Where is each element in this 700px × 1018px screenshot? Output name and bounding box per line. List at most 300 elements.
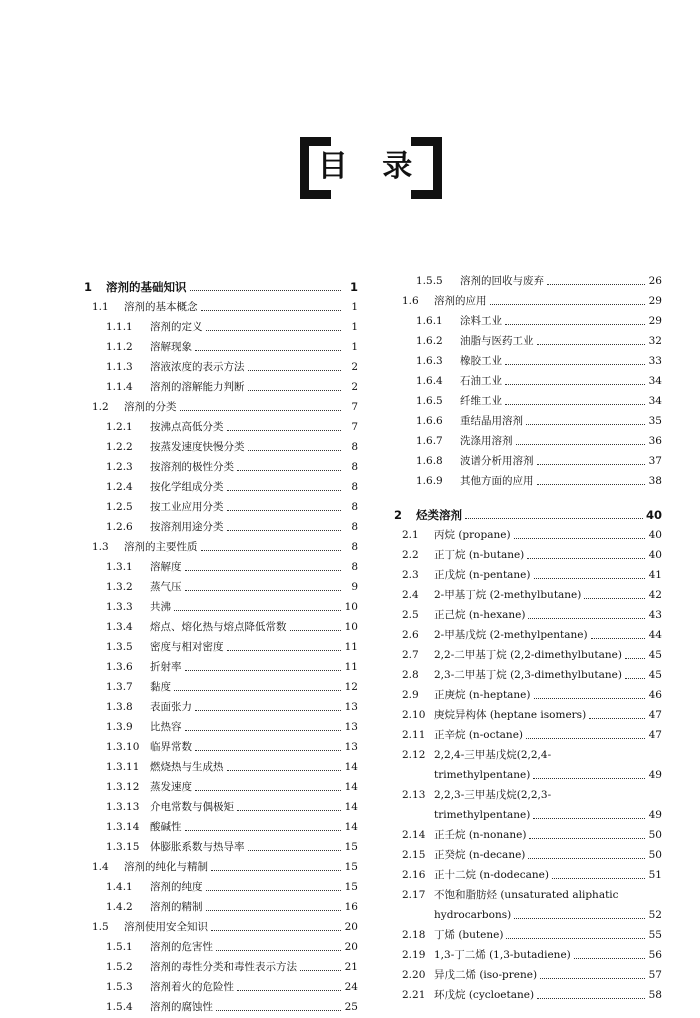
toc-entry-number: 2.8 [402, 669, 419, 681]
dot-leader [537, 344, 646, 345]
dot-leader [185, 590, 342, 591]
toc-entry-title: 2,3-二甲基丁烷 (2,3-dimethylbutane) [434, 669, 622, 681]
toc-entry-number: 2.6 [402, 629, 419, 641]
toc-entry-page: 11 [344, 661, 358, 673]
toc-entry[interactable] [394, 882, 662, 902]
toc-entry-page: 43 [648, 609, 662, 621]
dot-leader [514, 538, 645, 539]
toc-entry-page: 34 [648, 395, 662, 407]
dot-leader [625, 678, 645, 679]
toc-entry-title: 折射率 [150, 661, 182, 673]
toc-entry[interactable] [394, 722, 662, 742]
toc-entry-page: 55 [648, 929, 662, 941]
toc-entry[interactable] [84, 434, 358, 454]
toc-entry-title: 溶剂的纯化与精制 [124, 861, 208, 873]
toc-entry-page: 51 [648, 869, 662, 881]
toc-entry-page: 8 [351, 441, 358, 453]
toc-entry[interactable] [394, 642, 662, 662]
toc-entry-number: 1.1.4 [106, 381, 133, 393]
dot-leader [589, 718, 645, 719]
dot-leader [227, 490, 342, 491]
toc-entry-title: 溶剂的应用 [434, 295, 487, 307]
toc-entry[interactable] [84, 774, 358, 794]
toc-entry-title: 2-甲基丁烷 (2-methylbutane) [434, 589, 582, 601]
toc-entry-number: 1.6.2 [416, 335, 443, 347]
toc-entry[interactable] [84, 894, 358, 914]
toc-entry-title: 体膨胀系数与热导率 [150, 841, 245, 853]
toc-entry[interactable] [84, 934, 358, 954]
toc-entry[interactable] [84, 534, 358, 554]
toc-entry[interactable] [394, 922, 662, 942]
toc-entry[interactable] [84, 514, 358, 534]
toc-entry-title: 熔点、熔化热与熔点降低常数 [150, 621, 287, 633]
toc-entry-page: 14 [344, 801, 358, 813]
toc-entry[interactable] [84, 494, 358, 514]
toc-entry-number: 2.11 [402, 729, 426, 741]
toc-entry-page: 24 [344, 981, 358, 993]
toc-entry-title: 溶剂的危害性 [150, 941, 213, 953]
toc-entry-title: 按化学组成分类 [150, 481, 224, 493]
toc-entry-page: 35 [648, 415, 662, 427]
toc-entry-title: 临界常数 [150, 741, 192, 753]
dot-leader [227, 770, 342, 771]
toc-entry-title: 重结晶用溶剂 [460, 415, 523, 427]
toc-entry-number: 1.5.4 [106, 1001, 133, 1013]
toc-entry[interactable] [394, 268, 662, 288]
dot-leader [505, 364, 645, 365]
toc-entry[interactable] [394, 682, 662, 702]
toc-entry[interactable] [84, 454, 358, 474]
toc-entry[interactable] [84, 294, 358, 314]
dot-leader [248, 450, 342, 451]
toc-entry-number: 1.6.9 [416, 475, 443, 487]
toc-entry-page: 50 [648, 849, 662, 861]
toc-entry-title: 溶剂的定义 [150, 321, 203, 333]
toc-entry[interactable] [84, 674, 358, 694]
toc-entry-number: 1.3.12 [106, 781, 140, 793]
toc-entry[interactable] [84, 854, 358, 874]
toc-entry-title: 2,2-二甲基丁烷 (2,2-dimethylbutane) [434, 649, 622, 661]
toc-entry-page: 8 [351, 521, 358, 533]
toc-entry-page: 36 [648, 435, 662, 447]
toc-entry-continuation [394, 762, 662, 782]
toc-entry[interactable] [84, 794, 358, 814]
toc-entry[interactable] [394, 822, 662, 842]
toc-entry[interactable] [394, 782, 662, 802]
toc-entry-number: 1.3.10 [106, 741, 140, 753]
toc-entry[interactable] [84, 694, 358, 714]
toc-entry-page: 40 [648, 549, 662, 561]
toc-entry-page: 50 [648, 829, 662, 841]
toc-entry-page: 8 [351, 561, 358, 573]
toc-entry[interactable] [84, 874, 358, 894]
toc-entry[interactable] [394, 428, 662, 448]
dot-leader [574, 958, 645, 959]
dot-leader [201, 550, 342, 551]
dot-leader [227, 430, 342, 431]
dot-leader [185, 570, 342, 571]
toc-entry[interactable] [84, 614, 358, 634]
toc-entry-page: 1 [351, 301, 358, 313]
toc-entry-number: 1.3.5 [106, 641, 133, 653]
toc-entry[interactable] [394, 622, 662, 642]
toc-entry-page: 8 [351, 501, 358, 513]
toc-entry-page: 32 [648, 335, 662, 347]
toc-entry-page: 20 [344, 941, 358, 953]
toc-entry[interactable] [84, 734, 358, 754]
toc-entry-page: 20 [344, 921, 358, 933]
dot-leader [227, 530, 342, 531]
toc-entry-continuation [394, 902, 662, 922]
toc-entry[interactable] [84, 834, 358, 854]
toc-entry-number: 1.6.4 [416, 375, 443, 387]
toc-entry-number: 1.1.3 [106, 361, 133, 373]
toc-entry[interactable] [84, 594, 358, 614]
toc-entry-number: 2.15 [402, 849, 426, 861]
toc-entry-title: 正辛烷 (n-octane) [434, 729, 523, 741]
dot-leader [290, 630, 342, 631]
toc-entry-number: 2.9 [402, 689, 419, 701]
toc-entry[interactable] [394, 448, 662, 468]
toc-entry-title: 溶剂的纯度 [150, 881, 203, 893]
toc-entry[interactable] [84, 714, 358, 734]
toc-entry-number: 1.3.2 [106, 581, 133, 593]
toc-entry-title: 按溶剂的极性分类 [150, 461, 234, 473]
toc-entry-number: 1.2.5 [106, 501, 133, 513]
dot-leader [533, 778, 645, 779]
toc-entry-page: 16 [344, 901, 358, 913]
dot-leader [505, 324, 645, 325]
toc-entry[interactable] [394, 468, 662, 488]
dot-leader [190, 290, 342, 291]
toc-entry-title: 比热容 [150, 721, 182, 733]
toc-entry-page: 29 [648, 295, 662, 307]
toc-entry-page: 41 [648, 569, 662, 581]
toc-entry[interactable] [394, 582, 662, 602]
dot-leader [534, 698, 646, 699]
toc-entry[interactable] [394, 522, 662, 542]
dot-leader [490, 304, 646, 305]
toc-entry[interactable] [394, 308, 662, 328]
toc-entry-page: 8 [351, 461, 358, 473]
toc-entry-title: 溶剂的回收与废弃 [460, 275, 544, 287]
toc-entry-title: 2,2,3-三甲基戊烷(2,2,3- [434, 789, 552, 801]
toc-entry-number: 1.6.6 [416, 415, 443, 427]
toc-entry-title: 1,3-丁二烯 (1,3-butadiene) [434, 949, 571, 961]
toc-entry-page: 44 [648, 629, 662, 641]
toc-entry-number: 1.3.15 [106, 841, 140, 853]
toc-entry[interactable] [84, 654, 358, 674]
toc-right-column [394, 268, 662, 1002]
toc-entry-number: 2.2 [402, 549, 419, 561]
toc-entry-number: 2.18 [402, 929, 426, 941]
toc-entry-page: 11 [344, 641, 358, 653]
toc-entry-page: 47 [648, 729, 662, 741]
toc-entry-page: 13 [344, 721, 358, 733]
toc-entry-title: 纤维工业 [460, 395, 502, 407]
toc-entry-page: 42 [648, 589, 662, 601]
toc-entry[interactable] [84, 334, 358, 354]
toc-entry[interactable] [394, 942, 662, 962]
dot-leader [540, 978, 645, 979]
toc-entry-title: 溶剂的精制 [150, 901, 203, 913]
toc-entry[interactable] [84, 954, 358, 974]
toc-entry-page: 2 [351, 361, 358, 373]
dot-leader [195, 710, 341, 711]
toc-entry-title: 按溶剂用途分类 [150, 521, 224, 533]
toc-entry[interactable] [84, 374, 358, 394]
toc-entry-page: 49 [648, 769, 662, 781]
toc-entry-number: 1.2.1 [106, 421, 133, 433]
toc-entry-page: 52 [648, 909, 662, 921]
dot-leader [195, 750, 341, 751]
toc-entry[interactable] [84, 474, 358, 494]
dot-leader [248, 390, 342, 391]
toc-entry-number: 1.6 [402, 295, 419, 307]
toc-entry-number: 1.3 [92, 541, 109, 553]
toc-entry-number: 1.3.3 [106, 601, 133, 613]
toc-entry-continuation [394, 802, 662, 822]
toc-entry-title: 异戊二烯 (iso-prene) [434, 969, 538, 981]
toc-entry-page: 7 [351, 401, 358, 413]
dot-leader [201, 310, 342, 311]
toc-entry-title: 波谱分析用溶剂 [460, 455, 534, 467]
toc-entry[interactable] [394, 842, 662, 862]
toc-entry-number: 1.5.1 [106, 941, 133, 953]
toc-entry[interactable] [394, 562, 662, 582]
toc-entry-title: 丙烷 (propane) [434, 529, 511, 541]
dot-leader [206, 890, 342, 891]
toc-entry-page: 47 [648, 709, 662, 721]
toc-entry-number: 1.3.1 [106, 561, 133, 573]
toc-entry-page: 29 [648, 315, 662, 327]
toc-entry-number: 1.2.3 [106, 461, 133, 473]
toc-entry-page: 56 [648, 949, 662, 961]
toc-entry-number: 1.3.7 [106, 681, 133, 693]
dot-leader [505, 384, 645, 385]
toc-entry-title-continued: trimethylpentane) [434, 769, 531, 781]
toc-left-column [84, 268, 358, 1014]
toc-entry-page: 9 [351, 581, 358, 593]
toc-entry-number: 1.6.8 [416, 455, 443, 467]
toc-entry-page: 37 [648, 455, 662, 467]
toc-entry-title: 正壬烷 (n-nonane) [434, 829, 527, 841]
dot-leader [625, 658, 645, 659]
toc-entry-title: 黏度 [150, 681, 171, 693]
toc-entry-title: 蒸气压 [150, 581, 182, 593]
toc-entry-number: 2.13 [402, 789, 426, 801]
toc-entry[interactable] [84, 634, 358, 654]
toc-entry-title: 油脂与医药工业 [460, 335, 534, 347]
dot-leader [174, 610, 341, 611]
toc-entry-page: 12 [344, 681, 358, 693]
toc-entry-page: 21 [344, 961, 358, 973]
toc-entry-number: 2.10 [402, 709, 426, 721]
toc-chapter[interactable] [394, 496, 662, 522]
toc-entry-number: 1.5.5 [416, 275, 443, 287]
toc-entry-title: 洗涤用溶剂 [460, 435, 513, 447]
toc-entry-page: 25 [344, 1001, 358, 1013]
toc-chapter[interactable] [84, 268, 358, 294]
toc-entry[interactable] [394, 742, 662, 762]
toc-entry[interactable] [394, 368, 662, 388]
toc-entry-number: 2 [394, 508, 403, 522]
dot-leader [537, 464, 646, 465]
toc-entry-page: 14 [344, 761, 358, 773]
toc-entry[interactable] [394, 542, 662, 562]
dot-leader [465, 518, 643, 519]
toc-entry-title: 按沸点高低分类 [150, 421, 224, 433]
toc-entry-page: 49 [648, 809, 662, 821]
toc-entry-page: 7 [351, 421, 358, 433]
toc-entry-title: 其他方面的应用 [460, 475, 534, 487]
toc-entry[interactable] [84, 994, 358, 1014]
toc-entry[interactable] [84, 554, 358, 574]
dot-leader [216, 1010, 341, 1011]
toc-entry-page: 58 [648, 989, 662, 1001]
toc-entry[interactable] [84, 914, 358, 934]
dot-leader [237, 470, 341, 471]
toc-entry-title: 涂料工业 [460, 315, 502, 327]
toc-entry-number: 1.2.4 [106, 481, 133, 493]
toc-entry[interactable] [394, 982, 662, 1002]
toc-entry[interactable] [84, 414, 358, 434]
toc-entry-number: 2.3 [402, 569, 419, 581]
toc-entry-page: 14 [344, 821, 358, 833]
toc-entry-title: 溶剂的主要性质 [124, 541, 198, 553]
toc-entry-number: 1.5.3 [106, 981, 133, 993]
toc-entry-title: 溶剂使用安全知识 [124, 921, 208, 933]
toc-entry[interactable] [84, 974, 358, 994]
dot-leader [528, 618, 645, 619]
toc-entry-page: 38 [648, 475, 662, 487]
toc-entry-number: 1.3.11 [106, 761, 140, 773]
toc-entry-title: 酸碱性 [150, 821, 182, 833]
dot-leader [506, 938, 645, 939]
toc-entry[interactable] [394, 602, 662, 622]
toc-entry-page: 15 [344, 881, 358, 893]
dot-leader [206, 910, 342, 911]
toc-entry-page: 10 [344, 621, 358, 633]
toc-entry-number: 1.2.6 [106, 521, 133, 533]
toc-entry-title: 正戊烷 (n-pentane) [434, 569, 531, 581]
toc-entry[interactable] [84, 394, 358, 414]
dot-leader [227, 510, 342, 511]
dot-leader [185, 670, 342, 671]
toc-entry-title: 环戊烷 (cycloetane) [434, 989, 535, 1001]
toc-entry-title: 溶剂的分类 [124, 401, 177, 413]
page-title: 目 录 [317, 149, 425, 184]
toc-entry-title: 2,2,4-三甲基戊烷(2,2,4- [434, 749, 552, 761]
toc-entry-page: 8 [351, 481, 358, 493]
toc-entry-title: 正己烷 (n-hexane) [434, 609, 526, 621]
dot-leader [529, 838, 645, 839]
toc-entry-page: 40 [648, 529, 662, 541]
toc-entry-number: 1.2 [92, 401, 109, 413]
toc-entry-title-continued: trimethylpentane) [434, 809, 531, 821]
dot-leader [211, 930, 341, 931]
dot-leader [300, 970, 341, 971]
toc-entry-page: 46 [648, 689, 662, 701]
toc-entry[interactable] [84, 354, 358, 374]
toc-entry-page: 14 [344, 781, 358, 793]
toc-entry-number: 2.19 [402, 949, 426, 961]
toc-entry-number: 2.20 [402, 969, 426, 981]
toc-entry[interactable] [84, 754, 358, 774]
toc-entry-title: 共沸 [150, 601, 171, 613]
toc-entry-number: 1.1.2 [106, 341, 133, 353]
dot-leader [547, 284, 645, 285]
dot-leader [527, 558, 645, 559]
toc-entry[interactable] [394, 962, 662, 982]
toc-entry-number: 1.3.14 [106, 821, 140, 833]
toc-title [300, 137, 442, 199]
toc-entry-number: 1.4.2 [106, 901, 133, 913]
dot-leader [185, 730, 342, 731]
toc-entry-title: 烃类溶剂 [416, 508, 462, 522]
toc-entry-title: 燃烧热与生成热 [150, 761, 224, 773]
dot-leader [528, 858, 645, 859]
toc-entry-number: 1.6.7 [416, 435, 443, 447]
toc-entry[interactable] [394, 348, 662, 368]
toc-entry-number: 2.4 [402, 589, 419, 601]
toc-entry[interactable] [394, 662, 662, 682]
dot-leader [216, 950, 341, 951]
toc-entry-number: 1.6.3 [416, 355, 443, 367]
toc-entry-number: 1.3.6 [106, 661, 133, 673]
toc-entry-number: 1.5.2 [106, 961, 133, 973]
dot-leader [227, 650, 342, 651]
section-gap [394, 488, 662, 496]
toc-entry[interactable] [84, 574, 358, 594]
toc-entry-page: 40 [645, 508, 662, 522]
toc-entry-title: 溶液浓度的表示方法 [150, 361, 245, 373]
dot-leader [185, 830, 342, 831]
dot-leader [237, 990, 341, 991]
toc-entry[interactable] [84, 814, 358, 834]
toc-entry-title: 溶剂的基础知识 [106, 280, 187, 294]
dot-leader [248, 850, 342, 851]
dot-leader [505, 404, 645, 405]
toc-entry[interactable] [84, 314, 358, 334]
toc-entry-page: 26 [648, 275, 662, 287]
toc-entry-page: 13 [344, 741, 358, 753]
toc-entry-number: 1.3.4 [106, 621, 133, 633]
dot-leader [534, 578, 646, 579]
toc-entry[interactable] [394, 862, 662, 882]
toc-entry-page: 15 [344, 861, 358, 873]
toc-entry-page: 57 [648, 969, 662, 981]
toc-entry-number: 1.6.5 [416, 395, 443, 407]
dot-leader [526, 424, 645, 425]
toc-entry[interactable] [394, 702, 662, 722]
dot-leader [248, 370, 342, 371]
toc-entry[interactable] [394, 328, 662, 348]
toc-entry[interactable] [394, 288, 662, 308]
toc-entry[interactable] [394, 388, 662, 408]
toc-entry-title: 溶解度 [150, 561, 182, 573]
toc-entry-number: 2.5 [402, 609, 419, 621]
dot-leader [537, 484, 646, 485]
toc-entry-page: 1 [351, 321, 358, 333]
toc-entry-number: 1.3.8 [106, 701, 133, 713]
toc-entry[interactable] [394, 408, 662, 428]
dot-leader [174, 690, 341, 691]
toc-entry-page: 1 [351, 341, 358, 353]
toc-entry-page: 2 [351, 381, 358, 393]
toc-entry-title: 溶剂的基本概念 [124, 301, 198, 313]
toc-entry-title: 丁烯 (butene) [434, 929, 504, 941]
